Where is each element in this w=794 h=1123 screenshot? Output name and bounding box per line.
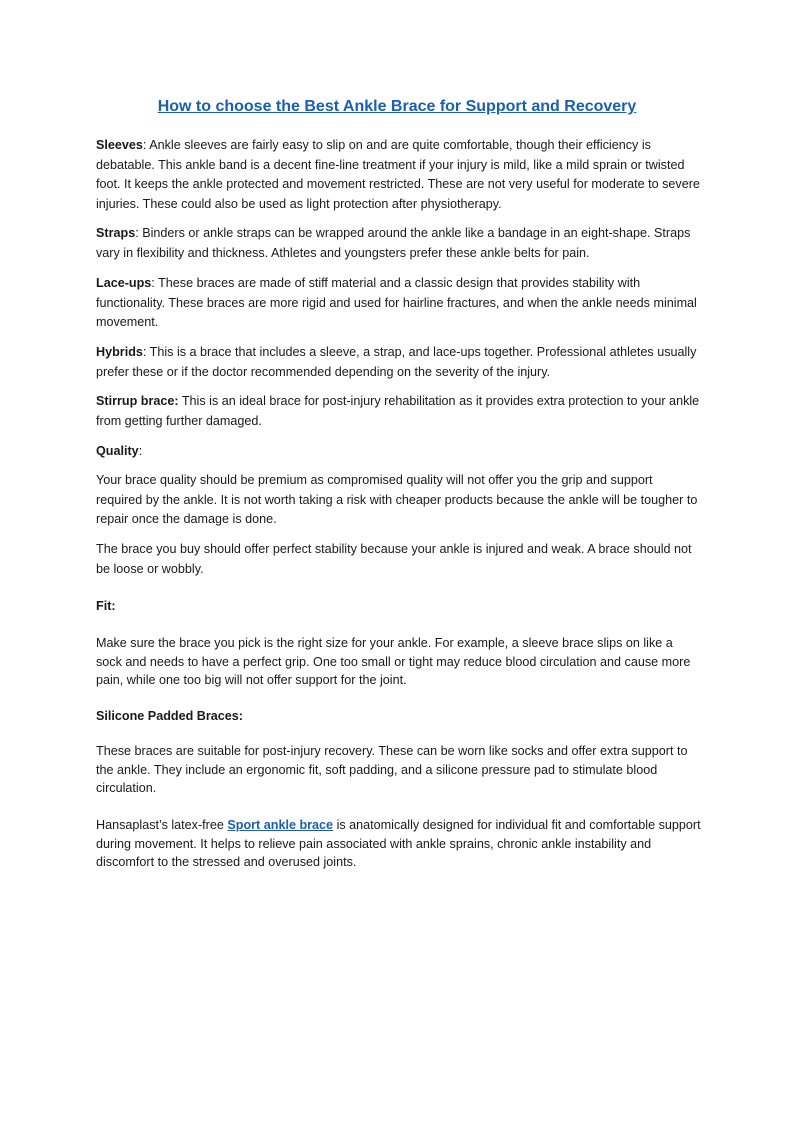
fit-paragraph: Make sure the brace you pick is the right size for your ankle. For example, a sleeve brace slips on like a sock and needs to have a perfect grip. One too small or tight may reduce blood circulation and cause more pain, while one too big will not offer support for the joint. — [96, 636, 691, 687]
sleeves-paragraph — [96, 136, 702, 214]
silicone-paragraph: These braces are suitable for post-injury recovery. These can be worn like socks and offer extra support to the ankle. They include an ergonomic fit, soft padding, and a silicone pressure pad to stimulate blood circulation. — [96, 744, 688, 795]
laceups-paragraph — [96, 274, 702, 333]
straps-paragraph — [96, 224, 702, 263]
straps-heading: Straps — [96, 226, 136, 240]
quality-heading-colon: : — [138, 444, 143, 458]
sleeves-text: : Ankle sleeves are fairly easy to slip on and are quite comfortable, though their efficiency is debatable. This ankle band is a decent fine-line treatment if your injury is mild, like a mild sprain or twisted foot. It keeps the ankle protected and movement restricted. These are not very useful for moderate to severe injuries. These could also be used as light protection after physiotherapy. — [96, 138, 700, 211]
quality-paragraph-1: Your brace quality should be premium as compromised quality will not offer you the grip and support required by the ankle. It is not worth taking a risk with cheaper products because the ankle will be tougher to repair once the damage is done. — [96, 473, 698, 526]
hybrids-paragraph — [96, 343, 702, 382]
stirrup-paragraph — [96, 392, 702, 431]
stirrup-text: This is an ideal brace for post-injury rehabilitation as it provides extra protection to your ankle from getting further damaged. — [96, 394, 700, 428]
page-title: How to choose the Best Ankle Brace for Support and Recovery — [157, 98, 637, 115]
quality-paragraph-2: The brace you buy should offer perfect stability because your ankle is injured and weak. A brace should not be loose or wobbly. — [96, 542, 692, 576]
straps-text: : Binders or ankle straps can be wrapped around the ankle like a bandage in an eight-shape. Straps vary in flexibility and thickness. Athletes and youngsters prefer these ankle belts for pain. — [96, 226, 691, 260]
silicone-heading: Silicone Padded Braces: — [96, 709, 243, 723]
closing-text-after: is anatomically designed for individual fit and comfortable support during movement. It helps to relieve pain associated with ankle sprains, chronic ankle instability and discomfort to the stressed and overused joints. — [96, 818, 701, 869]
fit-heading: Fit: — [96, 599, 116, 613]
hybrids-heading: Hybrids — [96, 345, 143, 359]
sport-ankle-brace-link[interactable]: Sport ankle brace — [227, 818, 334, 832]
closing-paragraph — [96, 816, 702, 872]
silicone-heading-line — [96, 707, 702, 727]
quality-heading: Quality — [96, 444, 139, 458]
laceups-text: : These braces are made of stiff material and a classic design that provides stability with functionality. These braces are more rigid and used for hairline fractures, and when the ankle needs minimal movement. — [96, 276, 697, 329]
hybrids-text: : This is a brace that includes a sleeve, a strap, and lace-ups together. Professional athletes usually prefer these or if the doctor recommended depending on the severity of the injury. — [96, 345, 697, 379]
closing-text-before: Hansaplast’s latex-free — [96, 818, 228, 832]
laceups-heading: Lace-ups — [96, 276, 152, 290]
stirrup-heading: Stirrup brace: — [96, 394, 179, 408]
quality-heading-line — [96, 442, 702, 462]
fit-heading-line — [96, 597, 702, 617]
sleeves-heading: Sleeves — [96, 138, 143, 152]
